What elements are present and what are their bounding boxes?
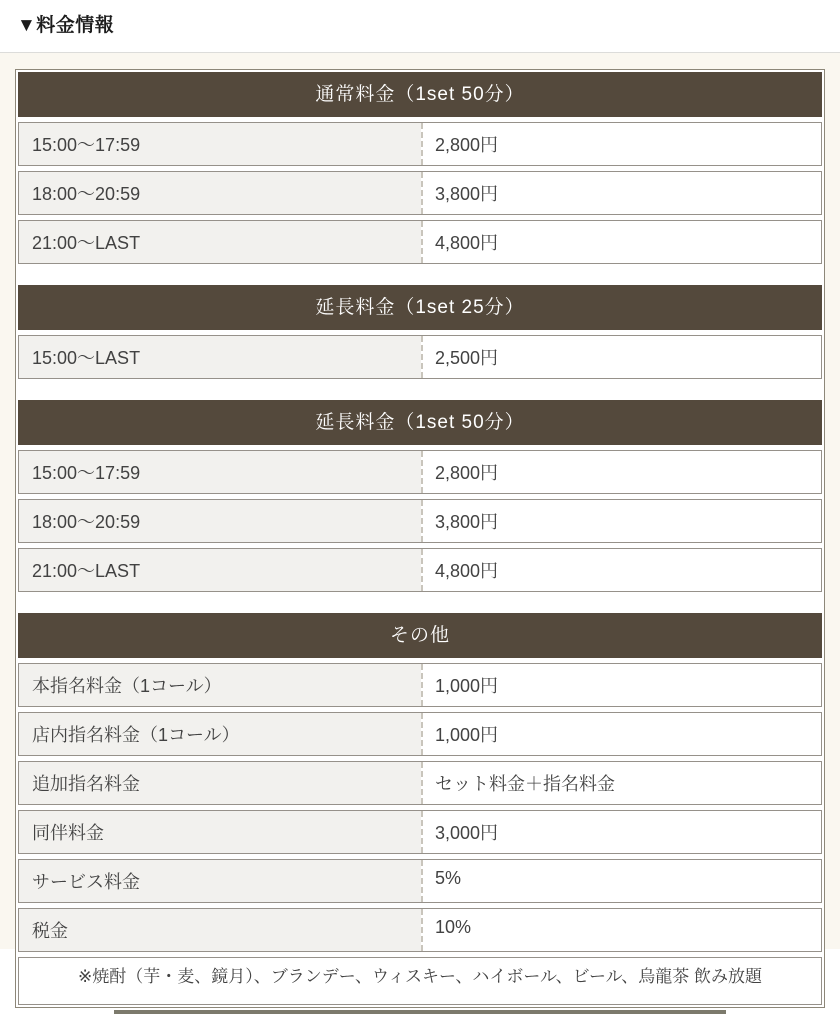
table-note: ※焼酎（芋・麦、鏡月）、ブランデー、ウィスキー、ハイボール、ビール、烏龍茶 飲み放題 [18, 957, 822, 1005]
row-label: 15:00〜17:59 [19, 123, 421, 165]
table-row [18, 220, 822, 264]
table-row [18, 548, 822, 592]
table-row [18, 859, 822, 903]
title-bar [0, 0, 840, 53]
price-table [18, 72, 822, 264]
row-value: 1,000円 [421, 664, 821, 706]
row-label: サービス料金 [19, 860, 421, 902]
row-label: 18:00〜20:59 [19, 500, 421, 542]
row-label: 税金 [19, 909, 421, 951]
row-value: 3,000円 [421, 811, 821, 853]
price-table [18, 285, 822, 379]
row-label: 同伴料金 [19, 811, 421, 853]
row-value: 2,800円 [421, 123, 821, 165]
table-row [18, 335, 822, 379]
row-value: 10% [421, 909, 821, 951]
price-table [18, 400, 822, 592]
pricing-panel [15, 69, 825, 1008]
row-label: 21:00〜LAST [19, 221, 421, 263]
row-value: 3,800円 [421, 172, 821, 214]
row-label: 本指名料金（1コール） [19, 664, 421, 706]
row-label: 店内指名料金（1コール） [19, 713, 421, 755]
row-label: 18:00〜20:59 [19, 172, 421, 214]
table-row [18, 761, 822, 805]
row-value: セット料金＋指名料金 [421, 762, 821, 804]
table-header: その他 [18, 613, 822, 658]
price-table [18, 613, 822, 1005]
table-row [18, 499, 822, 543]
table-header: 延長料金（1set 25分） [18, 285, 822, 330]
table-row [18, 171, 822, 215]
row-value: 2,500円 [421, 336, 821, 378]
table-row [18, 122, 822, 166]
row-value: 2,800円 [421, 451, 821, 493]
pricing-section [0, 53, 840, 986]
row-label: 15:00〜17:59 [19, 451, 421, 493]
table-row [18, 712, 822, 756]
table-row [18, 450, 822, 494]
row-value: 4,800円 [421, 549, 821, 591]
next-section-edge [114, 1010, 726, 1014]
row-label: 15:00〜LAST [19, 336, 421, 378]
page-title: ▼料金情報 [17, 15, 115, 36]
table-row [18, 908, 822, 952]
row-value: 4,800円 [421, 221, 821, 263]
row-value: 1,000円 [421, 713, 821, 755]
row-value: 3,800円 [421, 500, 821, 542]
table-row [18, 810, 822, 854]
row-label: 21:00〜LAST [19, 549, 421, 591]
table-row [18, 663, 822, 707]
table-header: 通常料金（1set 50分） [18, 72, 822, 117]
table-header: 延長料金（1set 50分） [18, 400, 822, 445]
row-value: 5% [421, 860, 821, 902]
row-label: 追加指名料金 [19, 762, 421, 804]
